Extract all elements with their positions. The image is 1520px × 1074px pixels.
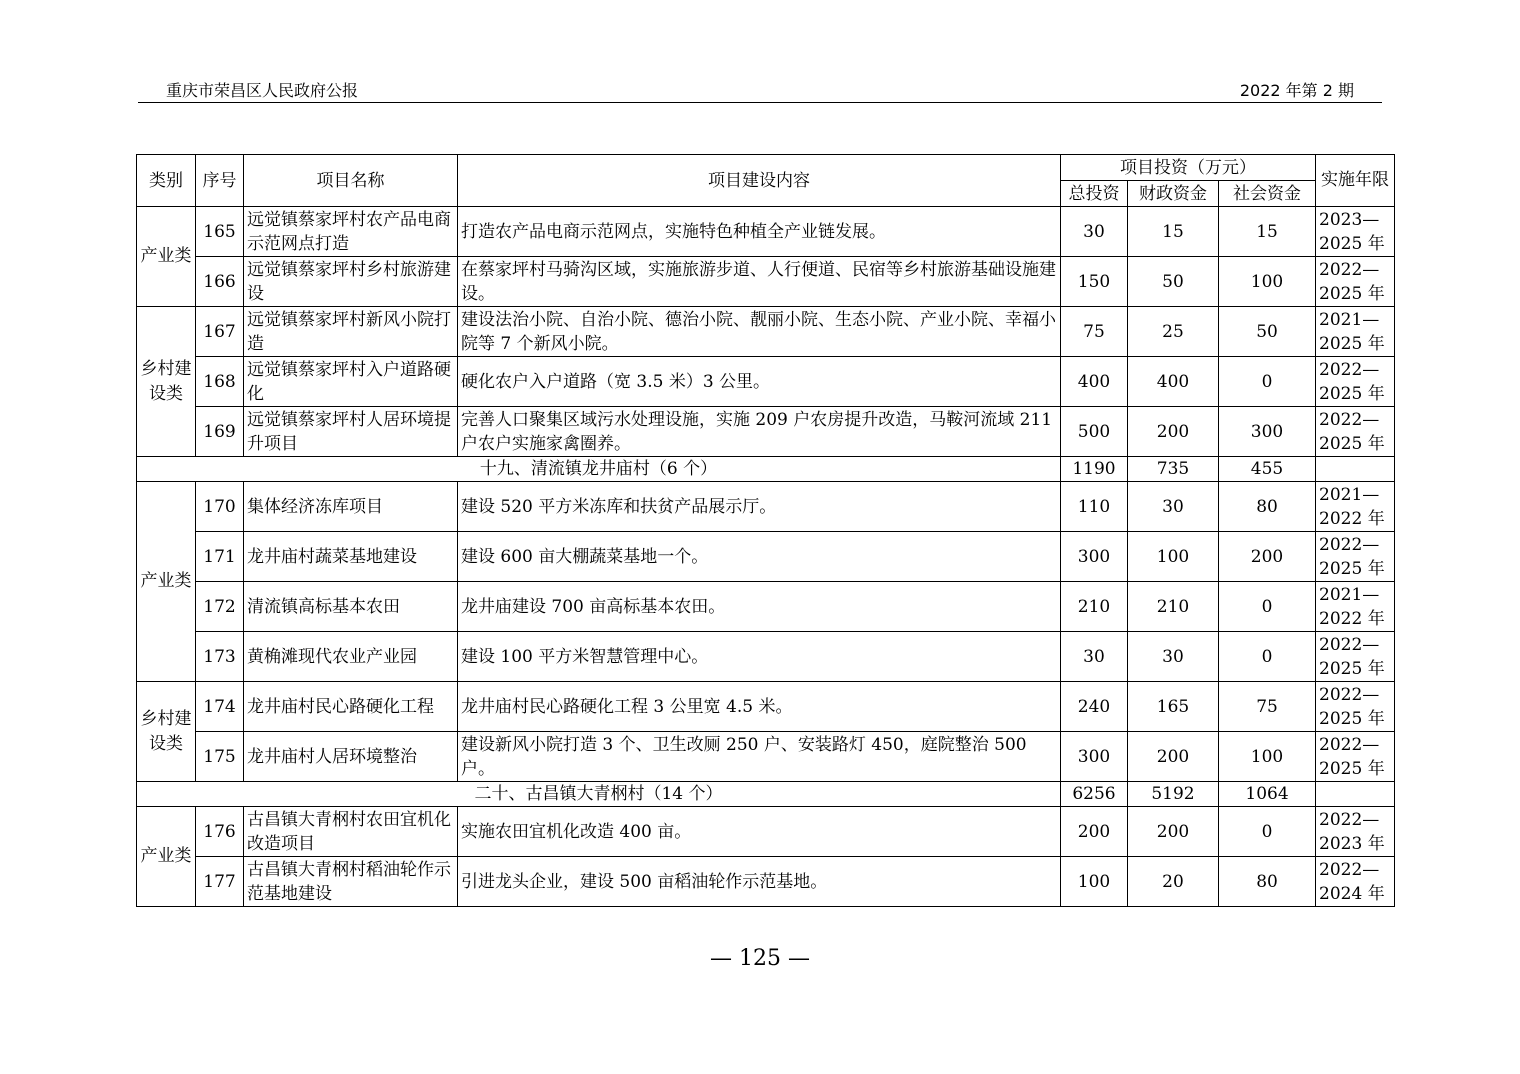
header-fiscal: 财政资金 <box>1128 181 1219 207</box>
fiscal-cell: 30 <box>1128 482 1219 532</box>
section-title: 二十、古昌镇大青㭎村（14 个） <box>137 782 1061 807</box>
name-cell: 龙井庙村民心路硬化工程 <box>244 682 458 732</box>
content-cell: 建设 600 亩大棚蔬菜基地一个。 <box>458 532 1061 582</box>
section-title: 十九、清流镇龙井庙村（6 个） <box>137 457 1061 482</box>
social-cell: 200 <box>1219 532 1316 582</box>
fiscal-cell: 165 <box>1128 682 1219 732</box>
period-cell: 2022—2025 年 <box>1316 732 1395 782</box>
total-cell: 75 <box>1061 307 1128 357</box>
seq-cell: 167 <box>196 307 244 357</box>
content-cell: 龙井庙建设 700 亩高标基本农田。 <box>458 582 1061 632</box>
name-cell: 远觉镇蔡家坪村入户道路硬化 <box>244 357 458 407</box>
content-cell: 建设 100 平方米智慧管理中心。 <box>458 632 1061 682</box>
section-period <box>1316 457 1395 482</box>
fiscal-cell: 15 <box>1128 207 1219 257</box>
project-table <box>136 154 1395 907</box>
fiscal-cell: 210 <box>1128 582 1219 632</box>
social-cell: 0 <box>1219 582 1316 632</box>
total-cell: 500 <box>1061 407 1128 457</box>
seq-cell: 169 <box>196 407 244 457</box>
section-period <box>1316 782 1395 807</box>
social-cell: 15 <box>1219 207 1316 257</box>
content-cell: 完善人口聚集区域污水处理设施，实施 209 户农房提升改造，马鞍河流域 211 户农户实施家禽圈养。 <box>458 407 1061 457</box>
period-cell: 2022—2023 年 <box>1316 807 1395 857</box>
social-cell: 0 <box>1219 357 1316 407</box>
total-cell: 400 <box>1061 357 1128 407</box>
social-cell: 75 <box>1219 682 1316 732</box>
table-row <box>137 807 1395 857</box>
section-total: 1190 <box>1061 457 1128 482</box>
seq-cell: 168 <box>196 357 244 407</box>
seq-cell: 177 <box>196 857 244 907</box>
content-cell: 引进龙头企业，建设 500 亩稻油轮作示范基地。 <box>458 857 1061 907</box>
category-cell: 乡村建设类 <box>137 307 196 457</box>
period-cell: 2022—2025 年 <box>1316 682 1395 732</box>
social-cell: 0 <box>1219 632 1316 682</box>
section-fiscal: 5192 <box>1128 782 1219 807</box>
content-cell: 打造农产品电商示范网点，实施特色种植全产业链发展。 <box>458 207 1061 257</box>
period-cell: 2021—2025 年 <box>1316 307 1395 357</box>
table-row <box>137 357 1395 407</box>
table-row <box>137 207 1395 257</box>
content-cell: 建设法治小院、自治小院、德治小院、靓丽小院、生态小院、产业小院、幸福小院等 7 个新风小院。 <box>458 307 1061 357</box>
content-cell: 建设新风小院打造 3 个、卫生改厕 250 户、安装路灯 450，庭院整治 500 户。 <box>458 732 1061 782</box>
table-row <box>137 732 1395 782</box>
social-cell: 0 <box>1219 807 1316 857</box>
period-cell: 2022—2025 年 <box>1316 632 1395 682</box>
publication-title: 重庆市荣昌区人民政府公报 <box>166 81 359 100</box>
content-cell: 龙井庙村民心路硬化工程 3 公里宽 4.5 米。 <box>458 682 1061 732</box>
page-number: — 125 — <box>710 946 810 971</box>
period-cell: 2021—2022 年 <box>1316 482 1395 532</box>
name-cell: 龙井庙村蔬菜基地建设 <box>244 532 458 582</box>
fiscal-cell: 200 <box>1128 732 1219 782</box>
table-row <box>137 532 1395 582</box>
category-cell: 乡村建设类 <box>137 682 196 782</box>
name-cell: 古昌镇大青㭎村农田宜机化改造项目 <box>244 807 458 857</box>
social-cell: 100 <box>1219 732 1316 782</box>
content-cell: 在蔡家坪村马骑沟区域，实施旅游步道、人行便道、民宿等乡村旅游基础设施建设。 <box>458 257 1061 307</box>
header-name: 项目名称 <box>244 155 458 207</box>
seq-cell: 173 <box>196 632 244 682</box>
header-period: 实施年限 <box>1316 155 1395 207</box>
section-total: 6256 <box>1061 782 1128 807</box>
table-header-row <box>137 155 1395 181</box>
seq-cell: 165 <box>196 207 244 257</box>
period-cell: 2022—2025 年 <box>1316 407 1395 457</box>
social-cell: 80 <box>1219 482 1316 532</box>
social-cell: 100 <box>1219 257 1316 307</box>
period-cell: 2021—2022 年 <box>1316 582 1395 632</box>
name-cell: 清流镇高标基本农田 <box>244 582 458 632</box>
period-cell: 2022—2025 年 <box>1316 257 1395 307</box>
total-cell: 150 <box>1061 257 1128 307</box>
issue-number: 2022 年第 2 期 <box>1239 81 1354 100</box>
seq-cell: 166 <box>196 257 244 307</box>
category-cell: 产业类 <box>137 482 196 682</box>
section-row <box>137 457 1395 482</box>
table-row <box>137 582 1395 632</box>
name-cell: 远觉镇蔡家坪村人居环境提升项目 <box>244 407 458 457</box>
name-cell: 黄桷滩现代农业产业园 <box>244 632 458 682</box>
total-cell: 30 <box>1061 207 1128 257</box>
period-cell: 2022—2025 年 <box>1316 357 1395 407</box>
period-cell: 2022—2024 年 <box>1316 857 1395 907</box>
seq-cell: 176 <box>196 807 244 857</box>
table-row <box>137 632 1395 682</box>
name-cell: 远觉镇蔡家坪村农产品电商示范网点打造 <box>244 207 458 257</box>
social-cell: 300 <box>1219 407 1316 457</box>
name-cell: 古昌镇大青㭎村稻油轮作示范基地建设 <box>244 857 458 907</box>
total-cell: 300 <box>1061 732 1128 782</box>
header-investment: 项目投资（万元） <box>1061 155 1316 181</box>
total-cell: 240 <box>1061 682 1128 732</box>
section-social: 1064 <box>1219 782 1316 807</box>
fiscal-cell: 50 <box>1128 257 1219 307</box>
header-category: 类别 <box>137 155 196 207</box>
category-cell: 产业类 <box>137 207 196 307</box>
page-header <box>138 76 1382 103</box>
seq-cell: 175 <box>196 732 244 782</box>
name-cell: 远觉镇蔡家坪村新风小院打造 <box>244 307 458 357</box>
content-cell: 建设 520 平方米冻库和扶贫产品展示厅。 <box>458 482 1061 532</box>
header-seq: 序号 <box>196 155 244 207</box>
seq-cell: 171 <box>196 532 244 582</box>
name-cell: 集体经济冻库项目 <box>244 482 458 532</box>
total-cell: 210 <box>1061 582 1128 632</box>
content-cell: 硬化农户入户道路（宽 3.5 米）3 公里。 <box>458 357 1061 407</box>
total-cell: 300 <box>1061 532 1128 582</box>
header-total: 总投资 <box>1061 181 1128 207</box>
total-cell: 100 <box>1061 857 1128 907</box>
seq-cell: 174 <box>196 682 244 732</box>
fiscal-cell: 25 <box>1128 307 1219 357</box>
period-cell: 2023—2025 年 <box>1316 207 1395 257</box>
total-cell: 110 <box>1061 482 1128 532</box>
seq-cell: 170 <box>196 482 244 532</box>
fiscal-cell: 100 <box>1128 532 1219 582</box>
social-cell: 80 <box>1219 857 1316 907</box>
fiscal-cell: 30 <box>1128 632 1219 682</box>
name-cell: 龙井庙村人居环境整治 <box>244 732 458 782</box>
header-social: 社会资金 <box>1219 181 1316 207</box>
fiscal-cell: 200 <box>1128 407 1219 457</box>
section-fiscal: 735 <box>1128 457 1219 482</box>
total-cell: 30 <box>1061 632 1128 682</box>
seq-cell: 172 <box>196 582 244 632</box>
table-row <box>137 857 1395 907</box>
table-row <box>137 257 1395 307</box>
table-row <box>137 307 1395 357</box>
fiscal-cell: 200 <box>1128 807 1219 857</box>
section-social: 455 <box>1219 457 1316 482</box>
table-row <box>137 482 1395 532</box>
period-cell: 2022—2025 年 <box>1316 532 1395 582</box>
fiscal-cell: 400 <box>1128 357 1219 407</box>
content-cell: 实施农田宜机化改造 400 亩。 <box>458 807 1061 857</box>
table-row <box>137 407 1395 457</box>
name-cell: 远觉镇蔡家坪村乡村旅游建设 <box>244 257 458 307</box>
category-cell: 产业类 <box>137 807 196 907</box>
section-row <box>137 782 1395 807</box>
social-cell: 50 <box>1219 307 1316 357</box>
header-content: 项目建设内容 <box>458 155 1061 207</box>
total-cell: 200 <box>1061 807 1128 857</box>
fiscal-cell: 20 <box>1128 857 1219 907</box>
table-row <box>137 682 1395 732</box>
